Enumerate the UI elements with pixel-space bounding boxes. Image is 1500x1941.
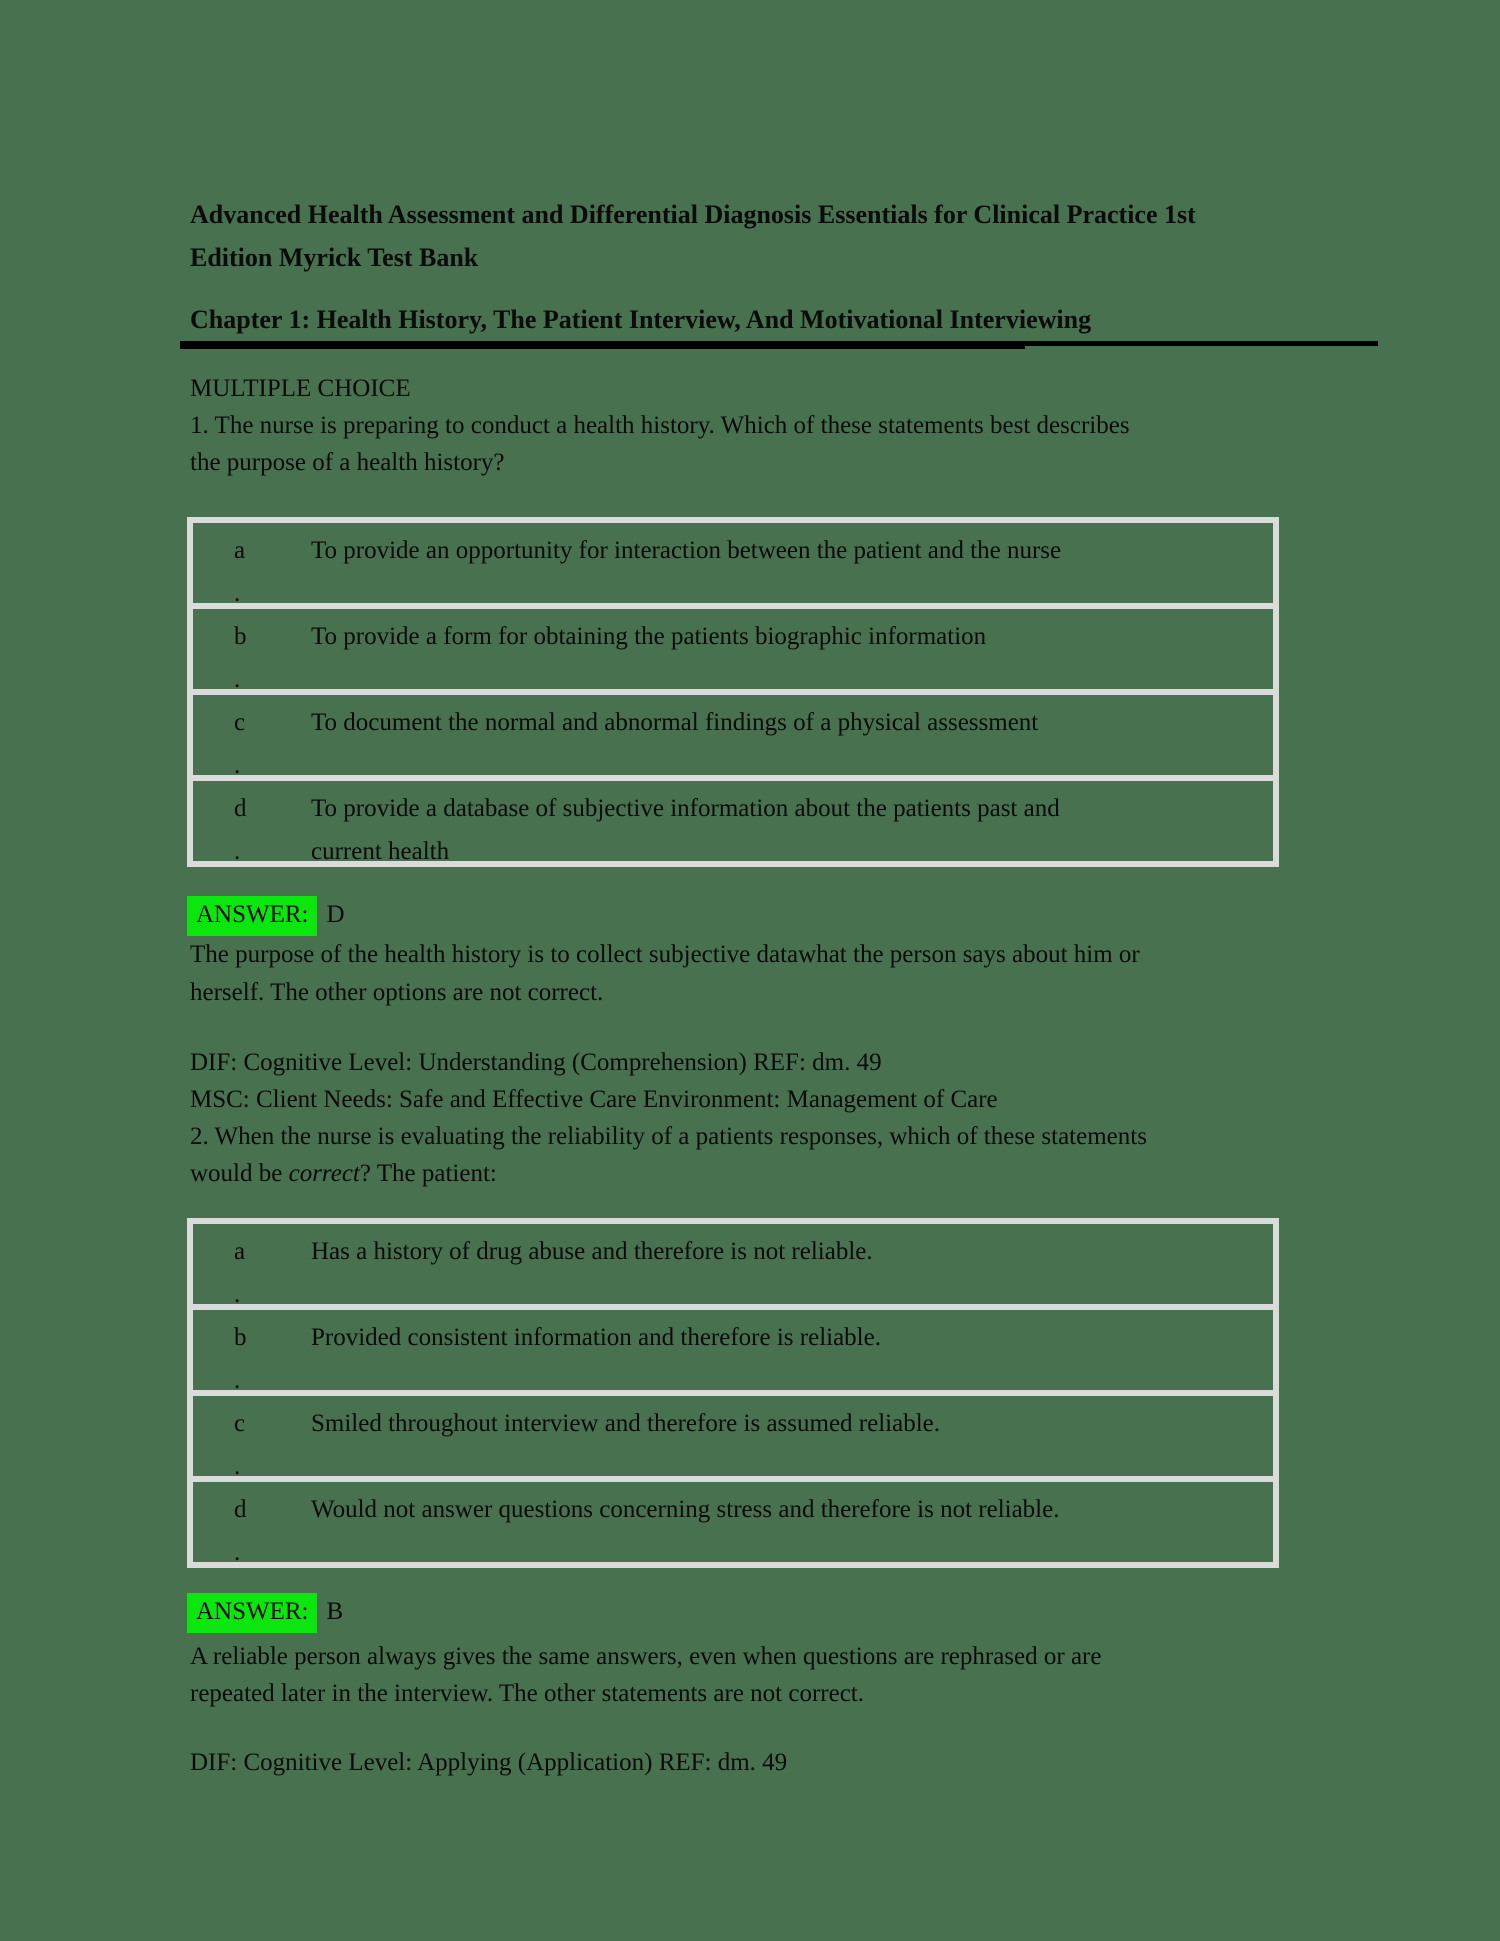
option-text-line: Would not answer questions concerning stress and therefore is not reliable.: [311, 1496, 1060, 1523]
option-text-line: Smiled throughout interview and therefore is assumed reliable.: [311, 1410, 940, 1437]
option-text-line: To document the normal and abnormal findings of a physical assessment: [311, 709, 1039, 736]
option-text-line: To provide an opportunity for interaction between the patient and the nurse: [311, 537, 1062, 564]
option-letter: a: [234, 537, 246, 564]
option-dot: .: [234, 752, 241, 779]
option-letter-cell: [193, 523, 311, 607]
question-2-stem-line: [190, 1155, 1147, 1192]
option-letter-cell: [193, 609, 311, 693]
option-letter: c: [234, 1410, 246, 1437]
answer-value: D: [326, 901, 345, 928]
option-text-cell: [311, 1396, 1273, 1476]
option-dot: .: [234, 838, 241, 861]
heading-rule-thick: [180, 341, 1025, 349]
option-letter: a: [234, 1238, 246, 1265]
option-letter: d: [234, 795, 247, 822]
option-row-a: [193, 1224, 1273, 1310]
option-letter-cell: [193, 1482, 311, 1562]
option-row-d: [193, 781, 1273, 861]
question-2-stem: [190, 1118, 1147, 1192]
option-letter-cell: [193, 695, 311, 779]
option-text-cell: [311, 1224, 1273, 1304]
option-text-cell: [311, 695, 1273, 775]
section-label: MULTIPLE CHOICE: [190, 375, 411, 402]
msc-line: MSC: Client Needs: Safe and Effective Care Environment: Management of Care: [190, 1086, 998, 1113]
document-title: [190, 193, 1196, 279]
dif-line: DIF: Cognitive Level: Applying (Application) REF: dm. 49: [190, 1749, 788, 1776]
option-row-b: [193, 609, 1273, 695]
option-dot: .: [234, 1539, 241, 1562]
question-2-stem-line: 2. When the nurse is evaluating the reliability of a patients responses, which of these statements: [190, 1123, 1147, 1150]
option-letter-cell: [193, 1224, 311, 1308]
option-letter-cell: [193, 781, 311, 861]
question-1-answer-line: [187, 896, 345, 936]
option-text-line: Has a history of drug abuse and therefore is not reliable.: [311, 1238, 873, 1265]
option-row-c: [193, 1396, 1273, 1482]
rationale-line: The purpose of the health history is to collect subjective datawhat the person says about him or: [190, 941, 1140, 968]
option-letter: c: [234, 709, 246, 736]
option-text-line: current health: [311, 838, 450, 861]
option-letter: b: [234, 1324, 247, 1351]
rationale-line: repeated later in the interview. The other statements are not correct.: [190, 1680, 864, 1707]
question-2-options-table: [187, 1218, 1279, 1568]
option-row-a: [193, 523, 1273, 609]
question-1-meta: [190, 1044, 998, 1118]
question-2-meta: [190, 1744, 787, 1781]
option-row-d: [193, 1482, 1273, 1562]
option-dot: .: [234, 1281, 241, 1308]
question-1-rationale: [190, 936, 1140, 1012]
option-letter: d: [234, 1496, 247, 1523]
option-row-c: [193, 695, 1273, 781]
document-title-line: Advanced Health Assessment and Differential Diagnosis Essentials for Clinical Practice 1st: [190, 200, 1196, 229]
option-text-cell: [311, 523, 1273, 603]
option-text-line: To provide a form for obtaining the patients biographic information: [311, 623, 987, 650]
option-dot: .: [234, 1367, 241, 1394]
answer-value: B: [326, 1598, 344, 1625]
option-text-cell: [311, 1482, 1273, 1562]
option-dot: .: [234, 580, 241, 607]
option-row-b: [193, 1310, 1273, 1396]
option-text-cell: [311, 1310, 1273, 1390]
question-1-stem-line: 1. The nurse is preparing to conduct a health history. Which of these statements best describes: [190, 412, 1130, 439]
option-dot: .: [234, 1453, 241, 1480]
option-text-cell: [311, 781, 1273, 861]
option-text-cell: [311, 609, 1273, 689]
stem-italic-word: correct: [288, 1160, 360, 1187]
chapter-heading: Chapter 1: Health History, The Patient Interview, And Motivational Interviewing: [190, 305, 1092, 334]
answer-label-highlight: ANSWER:: [187, 896, 317, 936]
rationale-line: herself. The other options are not correct.: [190, 979, 604, 1006]
question-2-rationale: [190, 1638, 1101, 1712]
option-text-line: To provide a database of subjective information about the patients past and: [311, 795, 1060, 822]
question-1-options-table: [187, 517, 1279, 867]
question-1-stem: [190, 407, 1130, 481]
option-dot: .: [234, 666, 241, 693]
stem-text: ? The patient:: [359, 1160, 497, 1187]
stem-text: would be: [190, 1160, 289, 1187]
option-letter-cell: [193, 1396, 311, 1480]
answer-label-highlight: ANSWER:: [187, 1593, 317, 1633]
rationale-line: A reliable person always gives the same answers, even when questions are rephrased or are: [190, 1643, 1102, 1670]
document-title-line: Edition Myrick Test Bank: [190, 243, 479, 272]
question-2-answer-line: [187, 1593, 343, 1633]
dif-line: DIF: Cognitive Level: Understanding (Comprehension) REF: dm. 49: [190, 1049, 882, 1076]
question-1-stem-line: the purpose of a health history?: [190, 449, 505, 476]
option-letter-cell: [193, 1310, 311, 1394]
option-text-line: Provided consistent information and therefore is reliable.: [311, 1324, 881, 1351]
option-letter: b: [234, 623, 247, 650]
